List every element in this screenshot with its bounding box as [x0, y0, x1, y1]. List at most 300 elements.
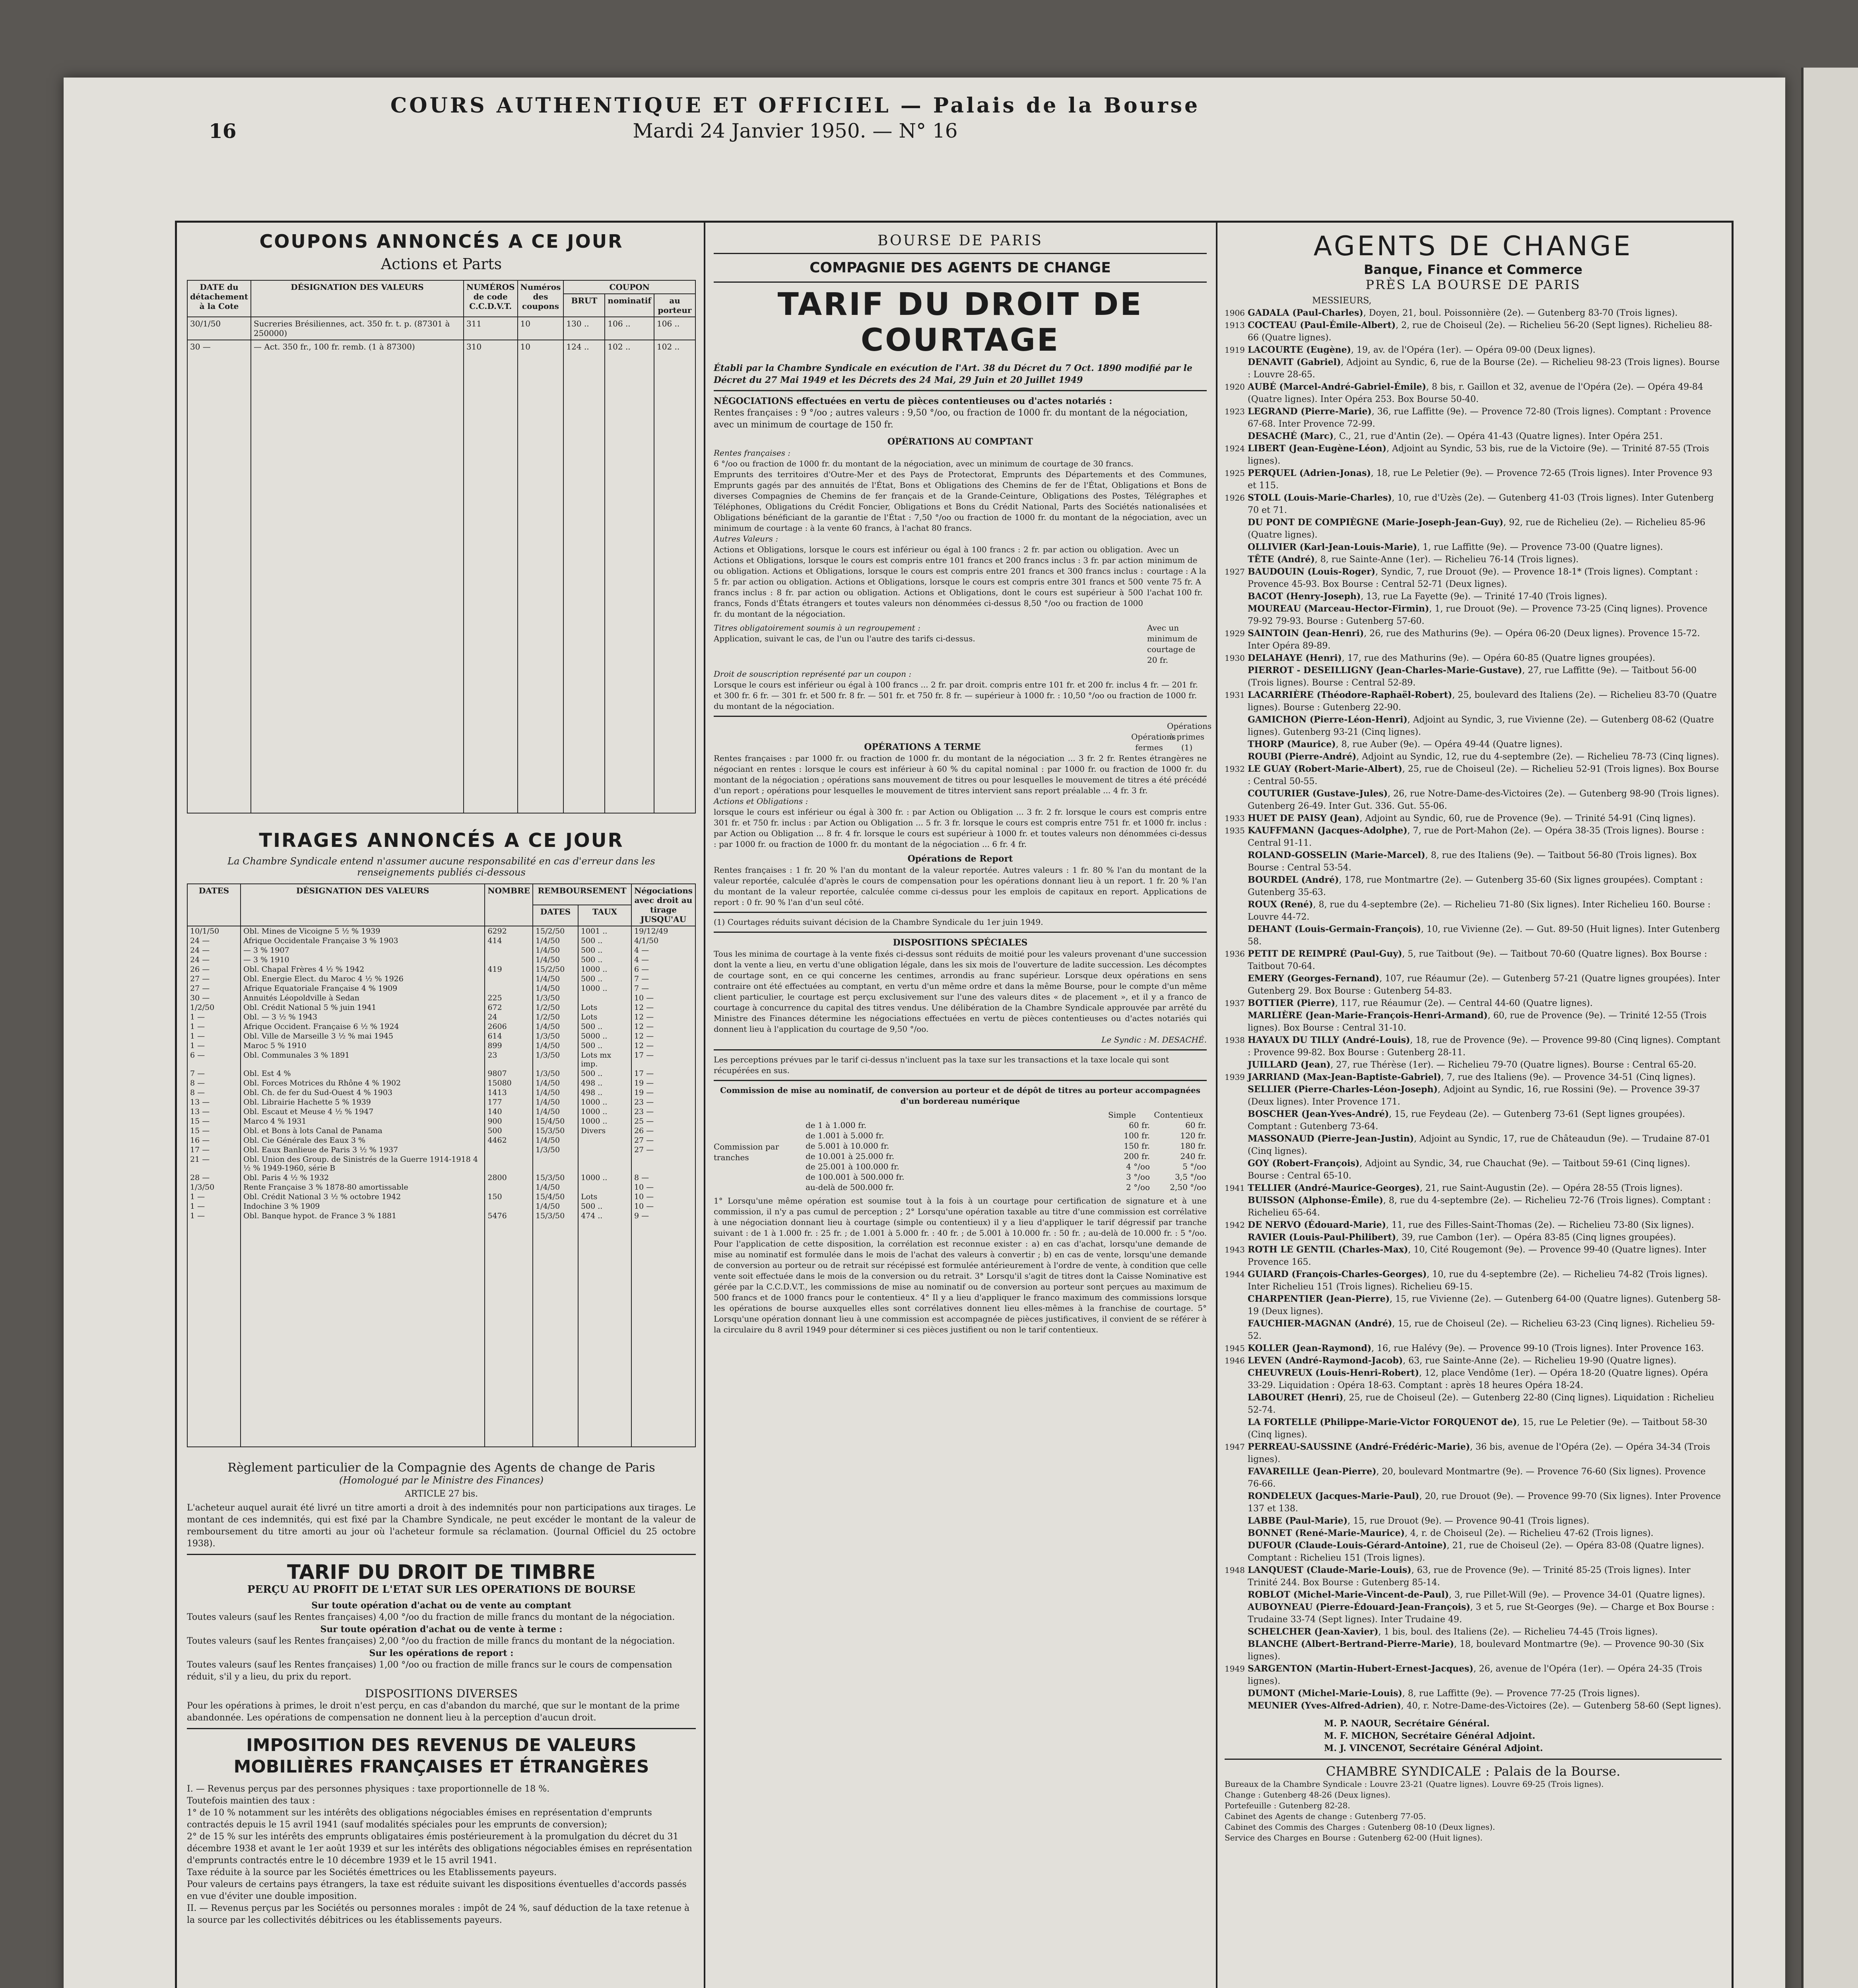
cell: 1 —: [187, 1041, 241, 1050]
agent-year: [1225, 1367, 1248, 1392]
cell: 106 ..: [605, 317, 654, 340]
coupons-col-code: NUMÉROS de code C.C.D.V.T.: [464, 280, 518, 317]
col-contentieux: Contentieux: [1154, 1110, 1203, 1120]
agent-entry: [1225, 899, 1722, 923]
cell: Obl. Ch. de fer du Sud-Ouest 4 % 1903: [241, 1088, 485, 1097]
agent-name: BACOT (Henry-Joseph): [1248, 591, 1361, 602]
separator: ,: [1371, 1343, 1377, 1353]
cell: Obl. Ville de Marseille 3 ½ % mai 1945: [241, 1031, 485, 1041]
cell: 15080: [485, 1078, 533, 1088]
agent-entry: [1225, 1231, 1722, 1244]
separator: ,: [1437, 1085, 1443, 1095]
agent-year: [1225, 553, 1248, 566]
agent-details: 8, rue Auber (9e). — Opéra 49-44 (Quatre lignes).: [1341, 740, 1563, 749]
cell: 1 —: [187, 1031, 241, 1041]
separator: ,: [1356, 752, 1362, 762]
agent-name: DELAHAYE (Henri): [1248, 653, 1342, 663]
table-row: [187, 965, 695, 974]
agents-list: [1225, 307, 1722, 1712]
separator: ,: [1425, 850, 1431, 860]
cell: Obl. — 3 ½ % 1943: [241, 1012, 485, 1022]
agent-name: PERQUEL (Adrien-Jonas): [1248, 468, 1371, 478]
agent-entry: [1225, 344, 1722, 356]
agent-name: BOSCHER (Jean-Yves-André): [1248, 1109, 1389, 1119]
cell: 500 ..: [578, 936, 631, 945]
commission-title: Commission de mise au nominatif, de conversion au porteur et de dépôt de titres au porteur accompagnées d'un bordereau numérique: [720, 1085, 1201, 1106]
imposition-title: IMPOSITION DES REVENUS DE VALEURS MOBILIÈRES FRANÇAISES ET ÉTRANGÈRES: [233, 1735, 649, 1777]
table-row: [187, 1031, 695, 1041]
agent-details: 40, r. Notre-Dame-des-Victoires (2e). — Gutenberg 58-60 (Sept lignes).: [1406, 1701, 1721, 1711]
agent-name: KOLLER (Jean-Raymond): [1248, 1343, 1372, 1353]
coupons-col-no: Numéros des coupons: [518, 280, 564, 317]
cell: 12 —: [631, 1031, 695, 1041]
titres-text: Application, suivant le cas, de l'un ou l'autre des tarifs ci-dessus.: [714, 634, 975, 643]
cell: 30/1/50: [187, 317, 251, 340]
cell: 500 ..: [578, 974, 631, 984]
cell: 15 —: [187, 1116, 241, 1126]
table-row: [187, 926, 695, 936]
agent-year: [1225, 1194, 1248, 1219]
cell: 15/4/50: [533, 1116, 578, 1126]
table-row: [187, 1069, 695, 1078]
agent-year: [1225, 849, 1248, 874]
agent-entry: [1225, 825, 1722, 849]
agent-year: 1906: [1225, 308, 1245, 318]
chambre-title: CHAMBRE SYNDICALE : Palais de la Bourse.: [1326, 1764, 1621, 1779]
cell: 1000 ..: [578, 984, 631, 993]
cell: 1/4/50: [533, 1097, 578, 1107]
agent-year: [1225, 1638, 1248, 1663]
autres-text: Actions et Obligations, lorsque le cours est inférieur ou égal à 100 francs : 2 fr. par action ou obligation. Actions et Obligations, lorsque le cours est compris entre 101 francs et 200 francs inclus : 3 fr. par action ou obligation. Actions et Obligations, lorsque le cours est compris entre 201 francs et 300 francs inclus : 5 fr. par action ou obligation. Actions et Obligations, lorsque le cours est compris entre 301 francs et 500 francs inclus : 8 fr. par action ou obligation. Actions et Obligations, dont le cours est supérieur à 500 francs, Fonds d'États étrangers et toutes valeurs non dénommées ci-dessus 8,50 °/oo ou fraction de 1000 fr. du montant de la négociation.: [714, 545, 1143, 619]
divider: [714, 1049, 1207, 1050]
cell: 150 fr.: [1124, 1141, 1150, 1151]
table-row: [805, 1151, 1207, 1161]
cell: 21 —: [187, 1155, 241, 1173]
agent-name: CHARPENTIER (Jean-Pierre): [1248, 1294, 1390, 1304]
tirages-col-nego: Négociations avec droit au tirage JUSQU'AU: [631, 884, 695, 926]
cell: 23 —: [631, 1107, 695, 1116]
agent-entry: [1225, 307, 1722, 319]
cell: 1 —: [187, 1211, 241, 1221]
agent-entry: [1225, 849, 1722, 874]
cell: 4 —: [631, 945, 695, 955]
cell: 7 —: [631, 974, 695, 984]
agent-entry: [1225, 751, 1722, 763]
table-row: [187, 1097, 695, 1107]
agent-year: 1936: [1225, 949, 1245, 959]
agent-details: 15, rue Le Peletier (9e). — Taitbout 58-30 (Cinq lignes).: [1248, 1417, 1707, 1440]
agent-entry: [1225, 1244, 1722, 1268]
agent-details: Syndic, 7, rue Drouot (9e). — Provence 18-1* (Trois lignes). Comptant : Provence 45-93. Box Bourse : Central 52-71 (Deux lignes).: [1248, 567, 1698, 589]
agent-entry: [1225, 1268, 1722, 1293]
cell: de 5.001 à 10.000 fr.: [806, 1141, 889, 1151]
cell: de 100.001 à 500.000 fr.: [806, 1172, 905, 1182]
cell: 672: [485, 1003, 533, 1012]
agent-entry: [1225, 689, 1722, 714]
separator: ,: [1361, 592, 1367, 602]
timbre-title: TARIF DU DROIT DE TIMBRE: [287, 1561, 596, 1584]
agent-entry: [1225, 492, 1722, 516]
agent-name: LEGRAND (Pierre-Marie): [1248, 406, 1372, 417]
separator: ,: [1386, 1220, 1392, 1230]
agent-details: 10, rue du 4-septembre (2e). — Richelieu 74-82 (Trois lignes). Inter Richelieu 151 (Trois lignes). Richelieu 69-15.: [1248, 1270, 1708, 1292]
cell: 6 —: [187, 1050, 241, 1069]
cell: 4 °/oo: [1126, 1162, 1150, 1171]
agent-name: LIBERT (Jean-Eugène-Léon): [1248, 443, 1387, 454]
cell: 498 ..: [578, 1078, 631, 1088]
agent-details: 8, rue Sainte-Anne (1er). — Richelieu 76-14 (Trois lignes).: [1320, 555, 1579, 565]
table-row: [187, 1041, 695, 1050]
agent-details: 18, rue Le Peletier (9e). — Provence 72-65 (Trois lignes). Inter Provence 93 et 115.: [1248, 468, 1712, 491]
timbre-h4: DISPOSITIONS DIVERSES: [365, 1687, 518, 1700]
separator: ,: [1419, 1183, 1425, 1193]
agent-name: DEHANT (Louis-Germain-François): [1248, 924, 1421, 934]
agent-entry: [1225, 1626, 1722, 1638]
cell: 120 fr.: [1180, 1131, 1206, 1140]
cell: 140: [485, 1107, 533, 1116]
separator: ,: [1402, 949, 1408, 959]
agent-name: ROUBI (Pierre-André): [1248, 751, 1357, 762]
agent-details: 15, rue de Choiseul (2e). — Richelieu 63-23 (Cinq lignes). Richelieu 59-52.: [1248, 1319, 1715, 1341]
tirages-col-designation: DÉSIGNATION DES VALEURS: [241, 884, 485, 926]
agent-details: 1, rue Drouot (9e). — Provence 73-25 (Cinq lignes). Provence 79-92 79-93. Bourse : Gutenberg 57-60.: [1248, 604, 1708, 626]
cell: 1/2/50: [187, 1003, 241, 1012]
actions-title: Actions et Obligations :: [714, 796, 808, 806]
agent-details: 92, rue de Richelieu (2e). — Richelieu 85-96 (Quatre lignes).: [1248, 518, 1706, 540]
agent-name: PETIT DE REIMPRÉ (Paul-Guy): [1248, 949, 1402, 959]
agent-entry: [1225, 1293, 1722, 1318]
cell: 1/4/50: [533, 945, 578, 955]
cell: 200 fr.: [1124, 1151, 1150, 1161]
cell: 15/3/50: [533, 1173, 578, 1182]
cell: 311: [464, 317, 518, 340]
timbre-t3: Toutes valeurs (sauf les Rentes françaises) 1,00 °/oo ou fraction de mille francs sur le cours de compensation réduit, s'il y a lieu, du prix du report.: [187, 1660, 672, 1682]
droit-title: Droit de souscription représenté par un coupon :: [714, 669, 912, 679]
cell: 1/2/50: [533, 1003, 578, 1012]
cell: 1/3/50: [533, 1145, 578, 1155]
agent-name: RONDELEUX (Jacques-Marie-Paul): [1248, 1491, 1419, 1501]
agent-details: 107, rue Réaumur (2e). — Gutenberg 57-21 (Quatre lignes groupées). Inter Gutenberg 29. Box Bourse : Gutenberg 54-83.: [1248, 974, 1720, 996]
agent-entry: [1225, 1083, 1722, 1108]
titres-title: Titres obligatoirement soumis à un regroupement :: [714, 623, 920, 633]
agent-entry: [1225, 948, 1722, 973]
cell: 500 ..: [578, 1202, 631, 1211]
cell: 5 °/oo: [1182, 1162, 1206, 1171]
separator: ,: [1517, 1417, 1523, 1427]
agent-year: [1225, 1527, 1248, 1540]
secretary-2: M. F. MICHON, Secrétaire Général Adjoint.: [1324, 1731, 1536, 1741]
commission-text: 1° Lorsqu'une même opération est soumise tout à la fois à un courtage pour certification de signature et à une commission, il n'y a pas cumul de perception ; 2° Lorsqu'une opération taxable au titre d'une commission est corrélative à une négociation donnant lieu à courtage (simple ou contentieux) il y a lieu d'appliquer le tarif dégressif par tranche suivant : de 1 à 1.000 fr. : 25 fr. ; de 1.001 à 5.000 fr. : 40 fr. ; de 5.001 à 10.000 fr. : 50 fr. ; au-delà de 10.000 fr. : 5 °/oo. Pour l'application de cette disposition, la corrélation est reconnue exister : a) en cas d'achat, lorsqu'une demande de mise au nominatif est formulée dans le mois de l'achat des valeurs à convertir ; b) en cas de vente, lorsqu'une demande de conversion au porteur ou de retrait sur récépissé est formulée antérieurement à l'ordre de vente, à condition que celle vente soit effectuée dans le mois de la conversion ou du retrait. 3° Lorsqu'il s'agit de titres dont la Caisse Nominative est gérée par la C.C.D.V.T., les commissions de mise au nominatif ou de conversion au porteur sont perçues au maximum de 500 francs et de 1000 francs pour le contentieux. 4° Il y a lieu d'appliquer le franco maximum des commissions lorsque les opérations de bourse auxquelles elles sont corrélatives donnent lieu elles-mêmes à la franchise de courtage. 5° Lorsqu'une opération donnant lieu à une commission est accompagnée de pièces justificatives, il convient de se référer à la circulaire du 8 avril 1949 pour déterminer si ces pièces justifient ou non le tarif contentieux.: [714, 1196, 1207, 1334]
agent-details: 10, Cité Rougemont (9e). — Provence 99-40 (Quatre lignes). Inter Provence 165.: [1248, 1245, 1707, 1267]
agent-year: [1225, 516, 1248, 541]
agent-entry: [1225, 553, 1722, 566]
agent-entry: [1225, 1466, 1722, 1490]
table-row: [187, 1022, 695, 1031]
agent-name: ROUX (René): [1248, 899, 1313, 910]
table-row: [187, 1136, 695, 1145]
separator: ,: [1363, 308, 1369, 318]
cell: 5000 ..: [578, 1031, 631, 1041]
agent-entry: [1225, 923, 1722, 948]
agent-year: [1225, 1601, 1248, 1626]
cell: Obl. Forces Motrices du Rhône 4 % 1902: [241, 1078, 485, 1088]
agent-entry: [1225, 1342, 1722, 1355]
agent-year: [1225, 1010, 1248, 1034]
timbre-subtitle: PERÇU AU PROFIT DE L'ETAT SUR LES OPERATIONS DE BOURSE: [247, 1584, 636, 1596]
agent-details: 5, rue Taitbout (9e). — Taitbout 70-60 (Quatre lignes). Box Bourse : Taitbout 70-64.: [1248, 949, 1707, 971]
separator: ,: [1411, 1565, 1417, 1575]
agent-entry: [1225, 1527, 1722, 1540]
agent-name: COCTEAU (Paul-Émile-Albert): [1248, 320, 1396, 330]
agent-details: Adjoint au Syndic, 17, rue de Châteaudun (9e). — Trudaine 87-01 (Cinq lignes).: [1248, 1134, 1711, 1156]
agent-details: 60, rue de Provence (9e). — Trinité 12-55 (Trois lignes). Box Bourse : Central 31-10.: [1248, 1011, 1707, 1033]
cell: 1 —: [187, 1192, 241, 1202]
agent-entry: [1225, 1071, 1722, 1083]
dispositions-title: DISPOSITIONS SPÉCIALES: [893, 938, 1028, 948]
cell: 1/4/50: [533, 974, 578, 984]
agent-year: [1225, 1157, 1248, 1182]
divider: [714, 912, 1207, 913]
tranches-body: [805, 1120, 1207, 1192]
cell: 1 —: [187, 1022, 241, 1031]
cell: 1/4/50: [533, 955, 578, 965]
cell: 12 —: [631, 1022, 695, 1031]
agent-details: 8, rue du 4-septembre (2e). — Richelieu 72-76 (Trois lignes). Comptant : Richelieu 65-64.: [1248, 1196, 1711, 1218]
table-row: [805, 1172, 1207, 1182]
agent-name: ROLAND-GOSSELIN (Marie-Marcel): [1248, 850, 1425, 860]
table-row: [187, 1192, 695, 1202]
separator: ,: [1446, 1541, 1452, 1551]
agent-name: COUTURIER (Gustave-Jules): [1248, 788, 1388, 799]
cell: 1/4/50: [533, 1088, 578, 1097]
agent-year: [1225, 541, 1248, 553]
page-header-title: COURS AUTHENTIQUE ET OFFICIEL — Palais de la Bourse: [390, 93, 1200, 118]
agent-entry: [1225, 1157, 1722, 1182]
cell: 12 —: [631, 1041, 695, 1050]
imposition-p3: 1° de 10 % notamment sur les intérêts des obligations négociables émises en représentation d'emprunts contractés depuis le 15 avril 1941 (sauf modalités spéciales pour les emprunts de conversion);: [187, 1808, 652, 1830]
left-column: [187, 231, 696, 1926]
cell: Obl. Escaut et Meuse 4 ½ % 1947: [241, 1107, 485, 1116]
page-number: 16: [209, 119, 237, 143]
imposition-p2: Toutefois maintien des taux :: [187, 1796, 315, 1806]
separator: ,: [1448, 1590, 1454, 1600]
cell: 2 °/oo: [1126, 1182, 1150, 1192]
cell: [578, 993, 631, 1003]
cell: Obl. Paris 4 ½ % 1932: [241, 1173, 485, 1182]
cell: 12 —: [631, 1012, 695, 1022]
agent-name: DUFOUR (Claude-Louis-Gérard-Antoine): [1248, 1540, 1447, 1551]
agent-year: 1946: [1225, 1356, 1245, 1365]
cell: 8 —: [187, 1078, 241, 1088]
cell: [485, 1221, 533, 1447]
cell: 1/3/50: [187, 1182, 241, 1192]
divider: [714, 390, 1207, 391]
agent-entry: [1225, 1564, 1722, 1589]
separator: ,: [1383, 1196, 1389, 1206]
separator: ,: [1405, 1528, 1411, 1538]
cell: Indochine 3 % 1909: [241, 1202, 485, 1211]
agent-year: 1933: [1225, 813, 1245, 823]
cell: 100 fr.: [1124, 1131, 1150, 1140]
secretaries: [1225, 1718, 1722, 1755]
agent-year: 1931: [1225, 690, 1245, 700]
agent-details: Doyen, 21, boul. Poissonnière (2e). — Gutenberg 83-70 (Trois lignes).: [1369, 308, 1678, 318]
cell: 17 —: [631, 1050, 695, 1069]
cell: 30 —: [187, 340, 251, 813]
imposition-p6: Pour valeurs de certains pays étrangers, la taxe est réduite suivant les dispositions éventuelles d'accords passés en vue d'éviter une double imposition.: [187, 1879, 687, 1901]
table-row: [187, 1173, 695, 1182]
cell: 177: [485, 1097, 533, 1107]
table-row: [187, 1088, 695, 1097]
agent-entry: [1225, 1010, 1722, 1034]
agent-details: 178, rue Montmartre (2e). — Gutenberg 35-60 (Six lignes groupées). Comptant : Gutenberg 35-63.: [1248, 875, 1703, 897]
agent-year: [1225, 1293, 1248, 1318]
tirages-col-taux: TAUX: [578, 905, 631, 926]
separator: ,: [1403, 1356, 1409, 1366]
table-row: [805, 1141, 1207, 1151]
agent-name: HAYAUX DU TILLY (André-Louis): [1248, 1035, 1410, 1045]
agent-entry: [1225, 1540, 1722, 1564]
agent-entry: [1225, 590, 1722, 603]
cell: 28 —: [187, 1173, 241, 1182]
separator: ,: [1452, 690, 1458, 700]
agent-details: 10, rue d'Uzès (2e). — Gutenberg 41-03 (Trois lignes). Inter Gutenberg 70 et 71.: [1248, 493, 1714, 515]
agent-year: [1225, 899, 1248, 923]
cell: Lots: [578, 1012, 631, 1022]
perceptions: Les perceptions prévues par le tarif ci-dessus n'incluent pas la taxe sur les transactions et la taxe locale qui sont récupérées en sus.: [714, 1055, 1169, 1075]
actions-text: lorsque le cours est inférieur ou égal à 300 fr. : par Action ou Obligation ... 3 fr. 2 fr. lorsque le cours est compris entre 301 fr. et 750 fr. inclus : par Action ou Obligation ... 5 fr. 3 fr. lorsque le cours est compris entre 751 fr. et 1000 fr. inclus : par Action ou Obligation ... 8 fr. 4 fr. lorsque le cours est supérieur à 1000 fr. et toutes valeurs non dénommées ci-dessus : par 1000 fr. ou fraction de 1000 fr. du montant de la négociation ... 6 fr. 4 fr.: [714, 807, 1207, 849]
agent-name: TÊTE (André): [1248, 554, 1315, 565]
table-row: [805, 1120, 1207, 1130]
terme-text: Rentes françaises : par 1000 fr. ou fraction de 1000 fr. du montant de la négociation ... 3 fr. 2 fr. Rentes étrangères ne négociant en rentes : lorsque le cours est inférieur à 60 % du capital nominal : par 1000 fr. ou fraction de 1000 fr. du montant de la négociation ; opérations sans mouvement de titres ou pour lesquelles le mouvement de titres a été précédé d'un report ; opérations pour lesquelles le mouvement de titres intervient sans report préalable ... 4 fr. 3 fr.: [714, 753, 1207, 795]
separator: ,: [1407, 826, 1413, 836]
middle-column: [714, 233, 1212, 1335]
cell: 419: [485, 965, 533, 974]
agent-year: [1225, 664, 1248, 689]
separator: ,: [1375, 567, 1381, 577]
agent-entry: [1225, 1638, 1722, 1663]
table-row: [187, 945, 695, 955]
cell: 1/3/50: [533, 993, 578, 1003]
cell: 474 ..: [578, 1211, 631, 1221]
bourse-title: BOURSE DE PARIS: [878, 233, 1043, 249]
agent-year: [1225, 1416, 1248, 1441]
cell: 17 —: [187, 1145, 241, 1155]
cell: 1/3/50: [533, 1031, 578, 1041]
agent-year: [1225, 1231, 1248, 1244]
agent-entry: [1225, 1392, 1722, 1416]
separator: ,: [1441, 1072, 1447, 1082]
separator: ,: [1419, 1491, 1425, 1501]
neg-title: NÉGOCIATIONS effectuées en vertu de pièces contentieuses ou d'actes notariés :: [714, 396, 1112, 406]
agent-details: 18, boulevard Montmartre (9e). — Provence 90-30 (Six lignes).: [1248, 1639, 1704, 1662]
cell: 1000 ..: [578, 965, 631, 974]
agent-entry: [1225, 714, 1722, 738]
agent-entry: [1225, 973, 1722, 997]
agent-year: [1225, 1059, 1248, 1071]
agent-year: 1923: [1225, 407, 1245, 416]
comptant-l2: 6 °/oo ou fraction de 1000 fr. du montant de la négociation, avec un minimum de courtage de 30 francs.: [714, 459, 1134, 468]
separator: ,: [1429, 604, 1435, 614]
terme-title: OPÉRATIONS A TERME: [864, 742, 981, 752]
imposition-p5: Taxe réduite à la source par les Sociétés émettrices ou les Etablissements payeurs.: [187, 1868, 557, 1877]
chambre-line: Portefeuille : Gutenberg 82-28.: [1225, 1801, 1350, 1810]
timbre-h1: Sur toute opération d'achat ou de vente au comptant: [311, 1600, 571, 1611]
cell: 1/4/50: [533, 984, 578, 993]
agent-details: Adjoint au Syndic, 3, rue Vivienne (2e). — Gutenberg 08-62 (Quatre lignes). Gutenberg 93-21 (Cinq lignes).: [1248, 715, 1714, 737]
cell: 10 —: [631, 1192, 695, 1202]
separator: ,: [1402, 1689, 1408, 1699]
cell: 5476: [485, 1211, 533, 1221]
agent-name: DESACHÉ (Marc): [1248, 431, 1334, 441]
cell: de 25.001 à 100.000 fr.: [806, 1162, 899, 1171]
agent-year: 1948: [1225, 1565, 1245, 1575]
agent-year: [1225, 430, 1248, 443]
agent-details: 36 bis, avenue de l'Opéra (2e). — Opéra 34-34 (Trois lignes).: [1248, 1442, 1710, 1464]
cell: [485, 1202, 533, 1211]
agent-details: 8, rue des Italiens (9e). — Taitbout 56-80 (Trois lignes). Box Bourse : Central 53-54.: [1248, 850, 1697, 873]
divider: [714, 253, 1207, 254]
cell: — Act. 350 fr., 100 fr. remb. (1 à 87300): [251, 340, 464, 813]
cell: 10 —: [631, 993, 695, 1003]
agent-details: 15, rue Feydeau (2e). — Gutenberg 73-61 (Sept lignes groupées). Comptant : Gutenberg 73-64.: [1248, 1109, 1685, 1132]
agent-details: 117, rue Réaumur (2e). — Central 44-60 (Quatre lignes).: [1341, 998, 1593, 1008]
cell: 23 —: [631, 1097, 695, 1107]
autres-title: Autres Valeurs :: [714, 534, 778, 544]
separator: ,: [1376, 1467, 1382, 1477]
cell: Afrique Occidentale Française 3 % 1903: [241, 936, 485, 945]
timbre-t1: Toutes valeurs (sauf les Rentes françaises) 4,00 °/oo du fraction de mille francs du montant de la négociation.: [187, 1612, 675, 1622]
agent-details: 26, rue des Mathurins (9e). — Opéra 06-20 (Deux lignes). Provence 15-72. Inter Opéra 89-89.: [1248, 629, 1700, 651]
agent-year: [1225, 874, 1248, 899]
separator: ,: [1351, 345, 1357, 355]
separator: ,: [1314, 555, 1320, 565]
agent-entry: [1225, 1108, 1722, 1133]
agent-entry: [1225, 406, 1722, 430]
agents-sub1: Banque, Finance et Commerce: [1364, 262, 1582, 277]
reglement-article: ARTICLE 27 bis.: [404, 1489, 478, 1499]
cell: [578, 1155, 631, 1173]
agent-name: DUMONT (Michel-Marie-Louis): [1248, 1688, 1402, 1699]
agent-details: 16, rue Halévy (9e). — Provence 99-10 (Trois lignes). Inter Provence 163.: [1377, 1343, 1704, 1353]
separator: ,: [1371, 468, 1377, 478]
table-row: [187, 1126, 695, 1136]
cell: [631, 1155, 695, 1173]
agent-details: 3, rue Pillet-Will (9e). — Provence 34-01 (Quatre lignes).: [1454, 1590, 1705, 1600]
agent-entry: [1225, 1059, 1722, 1071]
agent-name: CHEUVREUX (Louis-Henri-Robert): [1248, 1368, 1419, 1378]
agent-entry: [1225, 430, 1722, 443]
divider: [714, 1080, 1207, 1081]
agent-entry: [1225, 1490, 1722, 1515]
chambre-line: Change : Gutenberg 48-26 (Deux lignes).: [1225, 1790, 1390, 1800]
agent-entry: [1225, 1663, 1722, 1687]
agent-name: FAUCHIER-MAGNAN (André): [1248, 1318, 1392, 1329]
cell: 6 —: [631, 965, 695, 974]
agent-year: 1939: [1225, 1072, 1245, 1082]
separator: ,: [1417, 542, 1423, 552]
cell: [631, 1221, 695, 1447]
separator: ,: [1343, 1393, 1349, 1403]
agent-entry: [1225, 1700, 1722, 1712]
cell: de 1.001 à 5.000 fr.: [806, 1131, 884, 1140]
agent-year: [1225, 1083, 1248, 1108]
table-row: [187, 1155, 695, 1173]
separator: ,: [1408, 1245, 1414, 1255]
minimum-note: Avec un minimum de courtage : A la vente 75 fr. A l'achat 100 fr.: [1147, 545, 1206, 597]
cell: 3 °/oo: [1126, 1172, 1150, 1182]
cell: Obl. et Bons à lots Canal de Panama: [241, 1126, 485, 1136]
